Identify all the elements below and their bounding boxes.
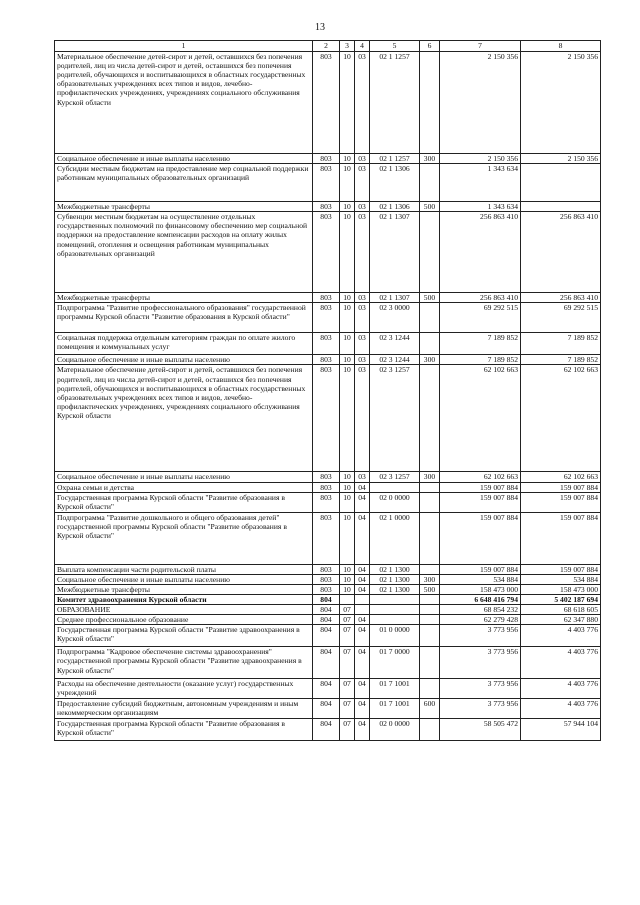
amount-year-1: 2 150 356: [440, 154, 521, 164]
item-name: Межбюджетные трансферты: [55, 293, 313, 303]
section-code: 10: [340, 574, 355, 584]
amount-year-1: 3 773 956: [440, 647, 521, 679]
subsection-code: 04: [355, 647, 370, 679]
target-article-code: 02 1 1300: [370, 584, 420, 594]
expense-type-code: 500: [420, 202, 440, 212]
subsection-code: [355, 594, 370, 604]
expense-type-code: [420, 492, 440, 512]
table-row: [55, 679, 601, 699]
table-row: [55, 202, 601, 212]
section-code: 10: [340, 154, 355, 164]
table-row: [55, 584, 601, 594]
table-row: [55, 647, 601, 679]
amount-year-2: 5 402 187 694: [521, 594, 601, 604]
grbs-code: 803: [313, 355, 340, 365]
item-name: Выплата компенсации части родительской платы: [55, 564, 313, 574]
table-row: [55, 164, 601, 202]
expense-type-code: [420, 52, 440, 154]
grbs-code: 803: [313, 512, 340, 564]
column-number: 5: [370, 41, 420, 52]
target-article-code: 02 1 1307: [370, 293, 420, 303]
column-number: 1: [55, 41, 313, 52]
grbs-code: 803: [313, 482, 340, 492]
table-row: [55, 472, 601, 482]
expense-type-code: [420, 365, 440, 472]
table-row: [55, 594, 601, 604]
amount-year-2: 2 150 356: [521, 154, 601, 164]
subsection-code: 03: [355, 355, 370, 365]
grbs-code: 803: [313, 212, 340, 293]
item-name: Материальное обеспечение детей-сирот и детей, оставшихся без попечения родителей, лиц из числа детей-сирот и детей, оставшихся без попечения родителей, обучающихся и воспитывающихся в областных государственных образовательных учреждениях всех типов и видов, лечебно-профилактических учреждениях, учреждениях социального обслуживания Курской области: [55, 365, 313, 472]
amount-year-2: 62 347 880: [521, 615, 601, 625]
subsection-code: 03: [355, 472, 370, 482]
amount-year-1: 62 279 428: [440, 615, 521, 625]
section-code: 10: [340, 164, 355, 202]
expense-type-code: 500: [420, 584, 440, 594]
item-name: Социальное обеспечение и иные выплаты населению: [55, 355, 313, 365]
expense-type-code: 300: [420, 574, 440, 584]
expense-type-code: [420, 719, 440, 741]
amount-year-2: 7 189 852: [521, 355, 601, 365]
grbs-code: 803: [313, 333, 340, 355]
column-number: 4: [355, 41, 370, 52]
column-number: 7: [440, 41, 521, 52]
grbs-code: 804: [313, 647, 340, 679]
column-number-row: [55, 41, 601, 52]
section-code: 07: [340, 647, 355, 679]
subsection-code: 03: [355, 52, 370, 154]
table-row: [55, 333, 601, 355]
amount-year-2: 534 884: [521, 574, 601, 584]
section-code: 10: [340, 584, 355, 594]
amount-year-1: 7 189 852: [440, 333, 521, 355]
table-row: [55, 625, 601, 647]
grbs-code: 804: [313, 605, 340, 615]
amount-year-1: 159 007 884: [440, 564, 521, 574]
section-code: 07: [340, 615, 355, 625]
item-name: Подпрограмма "Развитие профессионального образования" государственной программы Курской области "Развитие образования в Курской области": [55, 303, 313, 333]
grbs-code: 804: [313, 625, 340, 647]
table-row: [55, 512, 601, 564]
target-article-code: 02 3 1257: [370, 472, 420, 482]
target-article-code: 01 0 0000: [370, 625, 420, 647]
section-code: 10: [340, 355, 355, 365]
grbs-code: 803: [313, 574, 340, 584]
expense-type-code: [420, 605, 440, 615]
expense-type-code: [420, 512, 440, 564]
amount-year-2: 57 944 104: [521, 719, 601, 741]
grbs-code: 804: [313, 719, 340, 741]
item-name: Комитет здравоохранения Курской области: [55, 594, 313, 604]
amount-year-1: 1 343 634: [440, 164, 521, 202]
expense-type-code: [420, 679, 440, 699]
amount-year-1: 3 773 956: [440, 625, 521, 647]
section-code: 07: [340, 625, 355, 647]
grbs-code: 803: [313, 154, 340, 164]
subsection-code: 03: [355, 154, 370, 164]
amount-year-1: 3 773 956: [440, 679, 521, 699]
table-row: [55, 574, 601, 584]
target-article-code: 02 3 1257: [370, 365, 420, 472]
item-name: Государственная программа Курской области "Развитие образования в Курской области": [55, 492, 313, 512]
grbs-code: 803: [313, 164, 340, 202]
section-code: 07: [340, 699, 355, 719]
table-row: [55, 303, 601, 333]
table-row: [55, 605, 601, 615]
item-name: Социальное обеспечение и иные выплаты населению: [55, 574, 313, 584]
item-name: Субвенции местным бюджетам на осуществление отдельных государственных полномочий по финансовому обеспечению мер социальной поддержки на предоставление компенсации расходов на оплату жилых помещений, отопления и освещения работникам муниципальных образовательных организаций: [55, 212, 313, 293]
amount-year-1: 7 189 852: [440, 355, 521, 365]
target-article-code: 02 1 1257: [370, 52, 420, 154]
target-article-code: 02 1 1307: [370, 212, 420, 293]
amount-year-1: 158 473 000: [440, 584, 521, 594]
amount-year-2: [521, 202, 601, 212]
amount-year-1: 1 343 634: [440, 202, 521, 212]
section-code: 10: [340, 492, 355, 512]
subsection-code: [355, 605, 370, 615]
target-article-code: 02 1 1300: [370, 564, 420, 574]
item-name: Подпрограмма "Развитие дошкольного и общего образования детей" государственной программы Курской области "Развитие образования в Курской области": [55, 512, 313, 564]
column-number: 6: [420, 41, 440, 52]
column-number: 3: [340, 41, 355, 52]
item-name: Социальное обеспечение и иные выплаты населению: [55, 154, 313, 164]
expense-type-code: [420, 482, 440, 492]
amount-year-1: 159 007 884: [440, 512, 521, 564]
budget-table-body: [55, 41, 601, 741]
amount-year-2: 62 102 663: [521, 365, 601, 472]
table-row: [55, 212, 601, 293]
subsection-code: 04: [355, 574, 370, 584]
item-name: Государственная программа Курской области "Развитие здравоохранения в Курской области": [55, 625, 313, 647]
amount-year-1: 62 102 663: [440, 472, 521, 482]
item-name: Подпрограмма "Кадровое обеспечение системы здравоохранения" государственной программы Курской области "Развитие здравоохранения в Курской области": [55, 647, 313, 679]
item-name: Среднее профессиональное образование: [55, 615, 313, 625]
amount-year-1: 68 854 232: [440, 605, 521, 615]
item-name: Материальное обеспечение детей-сирот и детей, оставшихся без попечения родителей, лиц из числа детей-сирот и детей, оставшихся без попечения родителей, обучающихся и воспитывающихся в областных государственных образовательных учреждениях всех типов и видов, лечебно-профилактических учреждениях, учреждениях социального обслуживания Курской области: [55, 52, 313, 154]
table-row: [55, 365, 601, 472]
grbs-code: 803: [313, 365, 340, 472]
expense-type-code: 600: [420, 699, 440, 719]
amount-year-2: 2 150 356: [521, 52, 601, 154]
section-code: 10: [340, 303, 355, 333]
amount-year-2: 159 007 884: [521, 564, 601, 574]
target-article-code: [370, 615, 420, 625]
subsection-code: 03: [355, 333, 370, 355]
grbs-code: 804: [313, 615, 340, 625]
table-row: [55, 52, 601, 154]
table-row: [55, 154, 601, 164]
subsection-code: 03: [355, 212, 370, 293]
expense-type-code: [420, 615, 440, 625]
section-code: 10: [340, 202, 355, 212]
amount-year-2: 4 403 776: [521, 699, 601, 719]
amount-year-2: 68 618 605: [521, 605, 601, 615]
grbs-code: 804: [313, 594, 340, 604]
amount-year-1: 6 648 416 794: [440, 594, 521, 604]
section-code: 07: [340, 719, 355, 741]
target-article-code: [370, 594, 420, 604]
expense-type-code: [420, 594, 440, 604]
target-article-code: [370, 605, 420, 615]
section-code: 07: [340, 605, 355, 615]
table-row: [55, 719, 601, 741]
target-article-code: [370, 482, 420, 492]
item-name: Предоставление субсидий бюджетным, автономным учреждениям и иным некоммерческим организациям: [55, 699, 313, 719]
section-code: 10: [340, 293, 355, 303]
section-code: 10: [340, 52, 355, 154]
target-article-code: 01 7 0000: [370, 647, 420, 679]
subsection-code: 04: [355, 615, 370, 625]
target-article-code: 02 1 1257: [370, 154, 420, 164]
target-article-code: 02 0 0000: [370, 492, 420, 512]
grbs-code: 804: [313, 699, 340, 719]
item-name: Субсидии местным бюджетам на предоставление мер социальной поддержки работникам муниципальных образовательных организаций: [55, 164, 313, 202]
section-code: 10: [340, 482, 355, 492]
amount-year-2: 4 403 776: [521, 679, 601, 699]
amount-year-2: 256 863 410: [521, 293, 601, 303]
amount-year-2: 4 403 776: [521, 625, 601, 647]
amount-year-2: 158 473 000: [521, 584, 601, 594]
subsection-code: 04: [355, 719, 370, 741]
subsection-code: 03: [355, 293, 370, 303]
item-name: Социальная поддержка отдельным категориям граждан по оплате жилого помещения и коммунальных услуг: [55, 333, 313, 355]
item-name: Охрана семьи и детства: [55, 482, 313, 492]
amount-year-1: 534 884: [440, 574, 521, 584]
budget-table: [54, 40, 601, 741]
subsection-code: 04: [355, 564, 370, 574]
section-code: 07: [340, 679, 355, 699]
table-row: [55, 293, 601, 303]
section-code: 10: [340, 512, 355, 564]
expense-type-code: 500: [420, 293, 440, 303]
amount-year-2: 7 189 852: [521, 333, 601, 355]
subsection-code: 03: [355, 365, 370, 472]
amount-year-1: 256 863 410: [440, 293, 521, 303]
table-row: [55, 482, 601, 492]
grbs-code: 804: [313, 679, 340, 699]
expense-type-code: [420, 333, 440, 355]
grbs-code: 803: [313, 202, 340, 212]
subsection-code: 04: [355, 584, 370, 594]
amount-year-1: 159 007 884: [440, 492, 521, 512]
table-row: [55, 699, 601, 719]
amount-year-1: 2 150 356: [440, 52, 521, 154]
amount-year-2: [521, 164, 601, 202]
page-number: 13: [315, 22, 325, 33]
grbs-code: 803: [313, 303, 340, 333]
amount-year-2: 159 007 884: [521, 492, 601, 512]
amount-year-2: 4 403 776: [521, 647, 601, 679]
subsection-code: 03: [355, 202, 370, 212]
subsection-code: 04: [355, 492, 370, 512]
amount-year-2: 62 102 663: [521, 472, 601, 482]
subsection-code: 03: [355, 164, 370, 202]
expense-type-code: [420, 564, 440, 574]
section-code: 10: [340, 564, 355, 574]
target-article-code: 02 3 1244: [370, 333, 420, 355]
item-name: Расходы на обеспечение деятельности (оказание услуг) государственных учреждений: [55, 679, 313, 699]
section-code: 10: [340, 212, 355, 293]
target-article-code: 02 3 1244: [370, 355, 420, 365]
target-article-code: 01 7 1001: [370, 699, 420, 719]
target-article-code: 02 1 1306: [370, 164, 420, 202]
expense-type-code: [420, 647, 440, 679]
expense-type-code: [420, 625, 440, 647]
expense-type-code: 300: [420, 154, 440, 164]
expense-type-code: [420, 303, 440, 333]
expense-type-code: 300: [420, 472, 440, 482]
subsection-code: 04: [355, 625, 370, 647]
item-name: Межбюджетные трансферты: [55, 202, 313, 212]
grbs-code: 803: [313, 492, 340, 512]
section-code: 10: [340, 365, 355, 472]
column-number: 2: [313, 41, 340, 52]
table-row: [55, 355, 601, 365]
target-article-code: 02 1 1300: [370, 574, 420, 584]
table-row: [55, 615, 601, 625]
section-code: [340, 594, 355, 604]
amount-year-1: 62 102 663: [440, 365, 521, 472]
amount-year-2: 159 007 884: [521, 482, 601, 492]
amount-year-1: 58 505 472: [440, 719, 521, 741]
amount-year-2: 256 863 410: [521, 212, 601, 293]
item-name: Межбюджетные трансферты: [55, 584, 313, 594]
section-code: 10: [340, 333, 355, 355]
subsection-code: 04: [355, 679, 370, 699]
column-number: 8: [521, 41, 601, 52]
amount-year-1: 3 773 956: [440, 699, 521, 719]
expense-type-code: [420, 212, 440, 293]
amount-year-1: 256 863 410: [440, 212, 521, 293]
target-article-code: 01 7 1001: [370, 679, 420, 699]
item-name: ОБРАЗОВАНИЕ: [55, 605, 313, 615]
expense-type-code: [420, 164, 440, 202]
item-name: Социальное обеспечение и иные выплаты населению: [55, 472, 313, 482]
target-article-code: 02 3 0000: [370, 303, 420, 333]
grbs-code: 803: [313, 584, 340, 594]
grbs-code: 803: [313, 564, 340, 574]
grbs-code: 803: [313, 472, 340, 482]
amount-year-2: 159 007 884: [521, 512, 601, 564]
table-row: [55, 564, 601, 574]
section-code: 10: [340, 472, 355, 482]
target-article-code: 02 0 0000: [370, 719, 420, 741]
subsection-code: 04: [355, 512, 370, 564]
target-article-code: 02 1 0000: [370, 512, 420, 564]
grbs-code: 803: [313, 52, 340, 154]
subsection-code: 04: [355, 482, 370, 492]
amount-year-1: 69 292 515: [440, 303, 521, 333]
expense-type-code: 300: [420, 355, 440, 365]
grbs-code: 803: [313, 293, 340, 303]
item-name: Государственная программа Курской области "Развитие образования в Курской области": [55, 719, 313, 741]
amount-year-1: 159 007 884: [440, 482, 521, 492]
subsection-code: 03: [355, 303, 370, 333]
amount-year-2: 69 292 515: [521, 303, 601, 333]
subsection-code: 04: [355, 699, 370, 719]
table-row: [55, 492, 601, 512]
target-article-code: 02 1 1306: [370, 202, 420, 212]
